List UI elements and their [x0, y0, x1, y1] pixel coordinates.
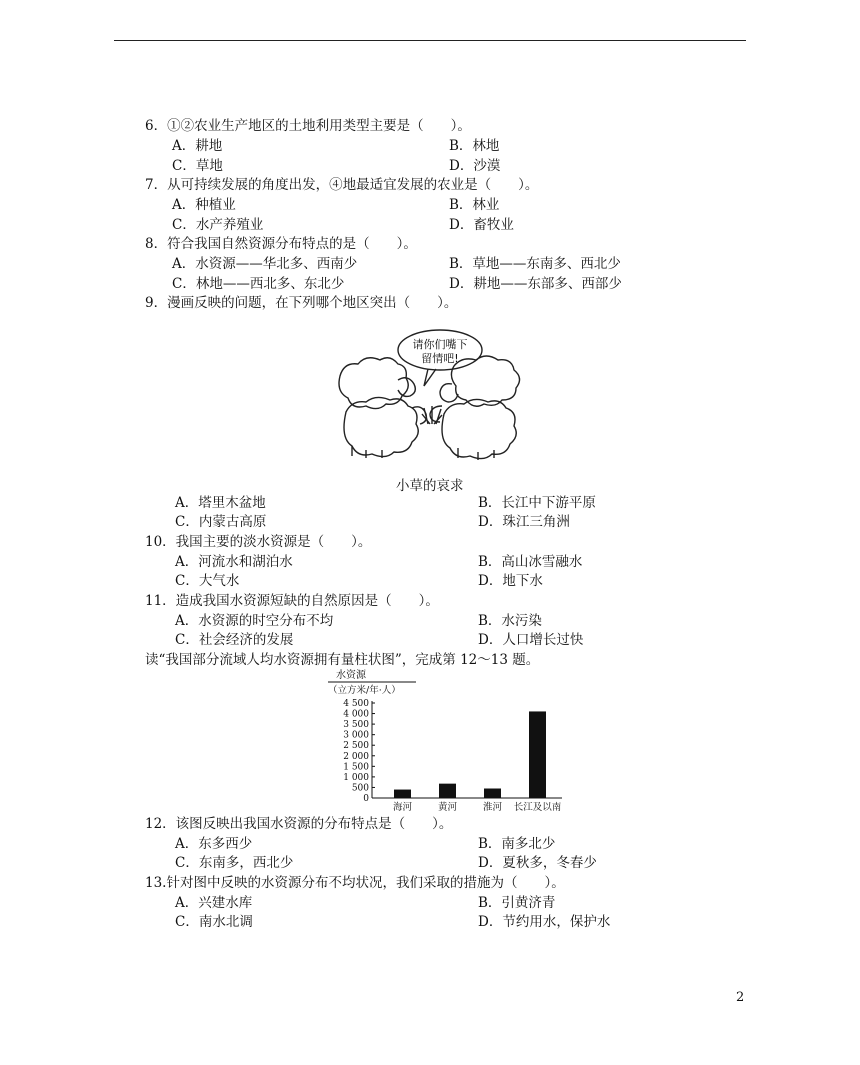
- q12-option-a[interactable]: A．东多西少: [175, 836, 253, 852]
- q9-stem: 9．漫画反映的问题，在下列哪个地区突出（ ）。: [145, 295, 458, 311]
- q9-option-a[interactable]: A．塔里木盆地: [175, 495, 266, 511]
- q8-option-d[interactable]: D．耕地——东部多、西部少: [449, 276, 622, 292]
- q7-stem: 7．从可持续发展的角度出发，④地最适宜发展的农业是（ ）。: [145, 177, 539, 193]
- chart-ylabel: （立方米/年·人）: [328, 685, 401, 696]
- q11-option-a[interactable]: A．水资源的时空分布不均: [175, 613, 334, 629]
- header-rule: [114, 40, 746, 41]
- q10-stem: 10．我国主要的淡水资源是（ ）。: [145, 534, 372, 550]
- bar: [439, 784, 456, 798]
- y-tick-label: 1 000: [343, 772, 369, 783]
- chart-intro: 读“我国部分流域人均水资源拥有量柱状图”，完成第 12～13 题。: [145, 652, 540, 668]
- y-tick-label: 4 000: [343, 709, 369, 720]
- x-tick-label: 长江及以南: [513, 802, 562, 813]
- q8-stem: 8．符合我国自然资源分布特点的是（ ）。: [145, 236, 417, 252]
- q8-option-c[interactable]: C．林地——西北多、东北少: [172, 276, 345, 292]
- q13-option-c[interactable]: C．南水北调: [175, 914, 253, 930]
- q13-stem: 13.针对图中反映的水资源分布不均状况，我们采取的措施为（ ）。: [145, 875, 565, 891]
- q11-option-c[interactable]: C．社会经济的发展: [175, 632, 294, 648]
- q13-option-a[interactable]: A．兴建水库: [175, 895, 253, 911]
- q11-option-d[interactable]: D．人口增长过快: [478, 632, 584, 648]
- q7-option-a[interactable]: A．种植业: [172, 197, 236, 213]
- y-tick-label: 3 500: [343, 720, 369, 731]
- y-tick-label: 500: [351, 783, 369, 794]
- q10-option-d[interactable]: D．地下水: [478, 573, 543, 589]
- y-tick-label: 2 500: [343, 741, 369, 752]
- q10-option-c[interactable]: C．大气水: [175, 573, 240, 589]
- y-tick-label: 4 500: [343, 699, 369, 709]
- q12-option-b[interactable]: B．南多北少: [478, 836, 556, 852]
- q6-option-d[interactable]: D．沙漠: [449, 158, 501, 174]
- x-tick-label: 淮河: [482, 802, 503, 813]
- q7-option-c[interactable]: C．水产养殖业: [172, 217, 264, 233]
- q10-option-a[interactable]: A．河流水和湖泊水: [175, 554, 293, 570]
- q6-option-c[interactable]: C．草地: [172, 158, 223, 174]
- q11-option-b[interactable]: B．水污染: [478, 613, 542, 629]
- q12-option-c[interactable]: C．东南多，西北少: [175, 855, 294, 871]
- q9-option-b[interactable]: B．长江中下游平原: [478, 495, 596, 511]
- chart-title: 水资源: [336, 670, 366, 681]
- q7-option-b[interactable]: B．林业: [449, 197, 500, 213]
- speech-line-1: 请你们嘴下: [412, 338, 468, 351]
- q12-option-d[interactable]: D．夏秋多，冬春少: [478, 855, 597, 871]
- q9-option-d[interactable]: D．珠江三角洲: [478, 514, 570, 530]
- q6-stem: 6．①②农业生产地区的土地利用类型主要是（ ）。: [145, 118, 471, 134]
- water-resource-bar-chart: [326, 666, 566, 816]
- q6-option-b[interactable]: B．林地: [449, 138, 500, 154]
- speech-line-2: 留情吧!: [421, 352, 459, 365]
- grazing-sheep-cartoon: [332, 328, 528, 468]
- q6-option-a[interactable]: A．耕地: [172, 138, 223, 154]
- page-number: 2: [736, 990, 745, 1005]
- cartoon-caption: 小草的哀求: [396, 478, 464, 494]
- q8-option-b[interactable]: B．草地——东南多、西北少: [449, 256, 621, 272]
- q9-option-c[interactable]: C．内蒙古高原: [175, 514, 267, 530]
- q8-option-a[interactable]: A．水资源——华北多、西南少: [172, 256, 358, 272]
- bar: [529, 711, 546, 798]
- y-tick-label: 2 000: [343, 751, 369, 762]
- y-tick-label: 1 500: [343, 762, 369, 773]
- y-tick-label: 0: [363, 794, 369, 804]
- bar: [394, 790, 411, 798]
- y-tick-label: 3 000: [343, 730, 369, 741]
- q11-stem: 11．造成我国水资源短缺的自然原因是（ ）。: [145, 593, 439, 609]
- q13-option-b[interactable]: B．引黄济青: [478, 895, 556, 911]
- q12-stem: 12．该图反映出我国水资源的分布特点是（ ）。: [145, 816, 453, 832]
- x-tick-label: 海河: [392, 802, 413, 813]
- q10-option-b[interactable]: B．高山冰雪融水: [478, 554, 583, 570]
- q7-option-d[interactable]: D．畜牧业: [449, 217, 514, 233]
- x-tick-label: 黄河: [437, 802, 458, 813]
- bar: [484, 789, 501, 799]
- q13-option-d[interactable]: D．节约用水，保护水: [478, 914, 611, 930]
